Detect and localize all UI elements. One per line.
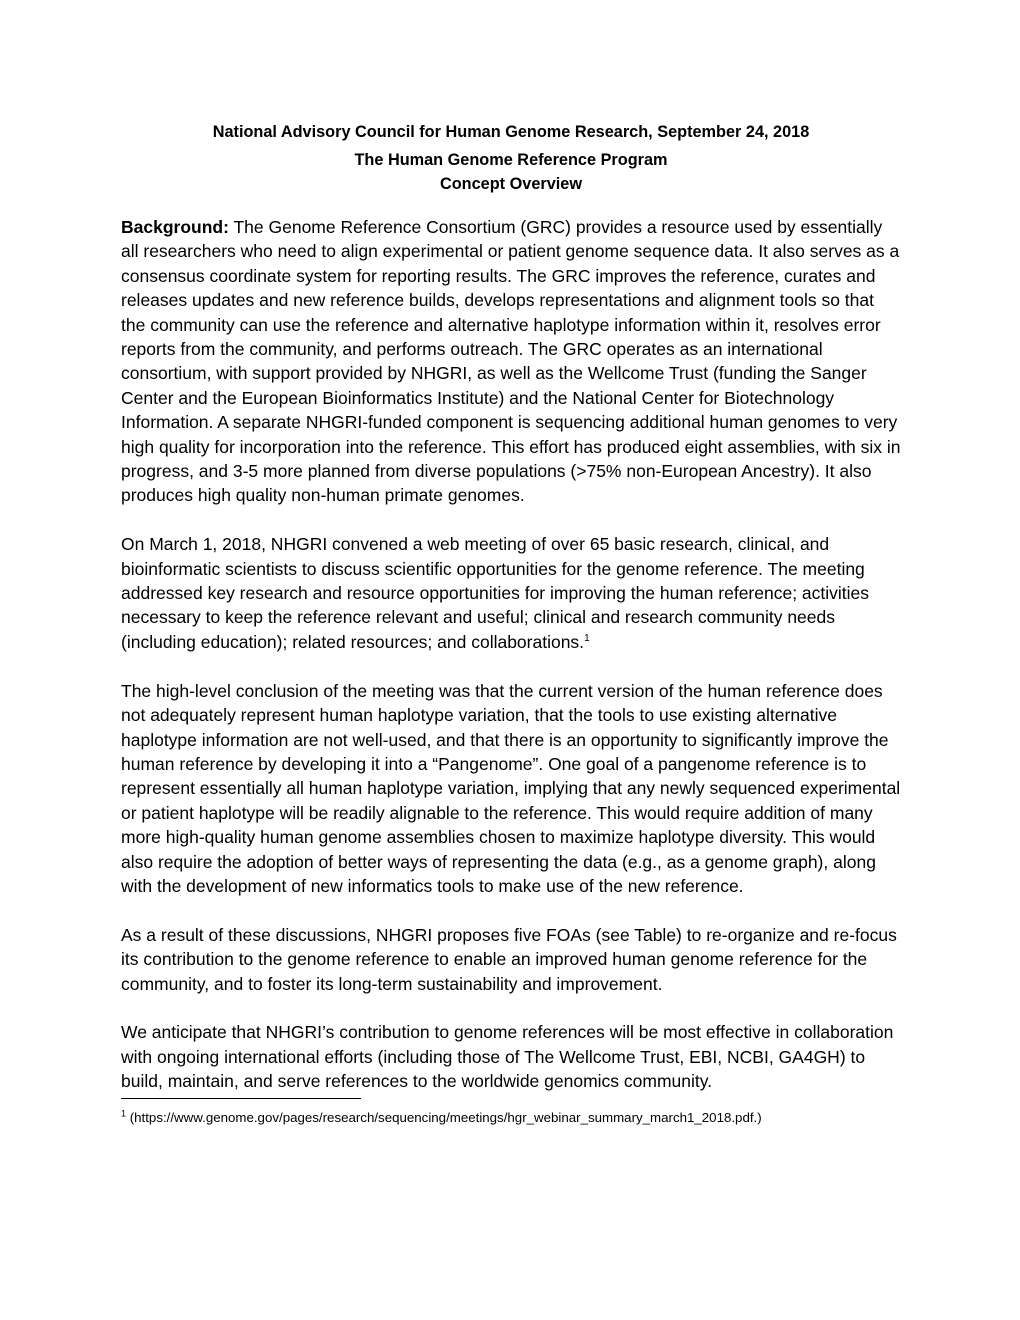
meeting-paragraph [121,532,901,654]
document-header [121,120,901,196]
document-body [121,215,901,1094]
meeting-text: On March 1, 2018, NHGRI convened a web meeting of over 65 basic research, clinical, and bioinformatic scientists to discuss scientific opportunities for the genome reference. The meeting addressed key research and resource opportunities for improving the human reference; activities necessary to keep the reference relevant and useful; clinical and research community needs (including education); related resources; and collaborations. [121,534,870,652]
conclusion-paragraph: The high-level conclusion of the meeting was that the current version of the human reference does not adequately represent human haplotype variation, that the tools to use existing alternative haplotype information are not well-used, and that there is an opportunity to significantly improve the human reference by developing it into a “Pangenome”. One goal of a pangenome reference is to represent essentially all human haplotype variation, implying that any newly sequenced experimental or patient haplotype will be readily alignable to the reference. This would require addition of many more high-quality human genome assemblies chosen to maximize haplotype diversity. This would also require the adoption of better ways of representing the data (e.g., as a genome graph), along with the development of new informatics tools to make use of the new reference. [121,680,901,896]
footnote-divider [121,1098,361,1099]
footnote-url[interactable]: (https://www.genome.gov/pages/research/sequencing/meetings/hgr_webinar_summary_march1_2018.pdf.) [126,1109,762,1125]
background-paragraph [121,215,901,508]
background-label: Background: [121,217,229,237]
footnote-reference[interactable]: 1 [584,633,590,645]
program-title: The Human Genome Reference Program [354,151,668,169]
overview-subtitle: Concept Overview [439,175,583,193]
footnote-number: 1 [121,1108,127,1119]
background-text: The Genome Reference Consortium (GRC) provides a resource used by essentially all researchers who need to align experimental or patient genome sequence data. It also serves as a consensus coordinate system for reporting results. The GRC improves the reference, curates and releases updates and new reference builds, develops representations and alignment tools so that the community can use the reference and alternative haplotype information within it, resolves error reports from the community, and performs outreach. The GRC operates as an international consortium, with support provided by NHGRI, as well as the Wellcome Trust (funding the Sanger Center and the European Bioinformatics Institute) and the National Center for Biotechnology Information. A separate NHGRI-funded component is sequencing additional human genomes to very high quality for incorporation into the reference. This effort has produced eight assemblies, with six in progress, and 3-5 more planned from diverse populations (>75% non-European Ancestry). It also produces high quality non-human primate genomes. [121,217,901,506]
document-page [121,112,901,1127]
footnote [121,1109,901,1127]
proposal-paragraph: As a result of these discussions, NHGRI proposes five FOAs (see Table) to re-organize and re-focus its contribution to the genome reference to enable an improved human genome reference for the community, and to foster its long-term sustainability and improvement. [121,924,897,994]
meeting-title: National Advisory Council for Human Genome Research, September 24, 2018 [212,123,810,141]
collaboration-paragraph: We anticipate that NHGRI’s contribution to genome references will be most effective in collaboration with ongoing international efforts (including those of The Wellcome Trust, EBI, NCBI, GA4GH) to build, maintain, and serve references to the worldwide genomics community. [121,1022,894,1092]
